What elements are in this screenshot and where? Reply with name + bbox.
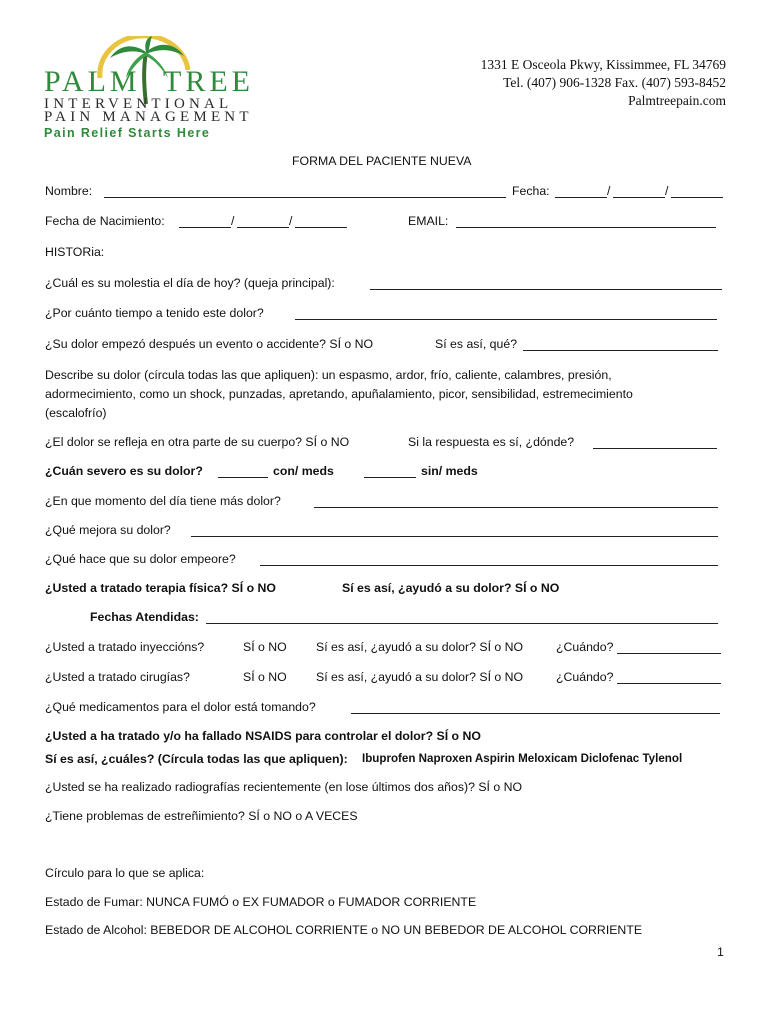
q5b-label: Si la respuesta es sí, ¿dónde?: [408, 435, 575, 449]
q11-label: ¿Usted a tratado inyeccións?: [45, 640, 205, 654]
q12b-label: Sí es así, ¿ayudó a su dolor? SÍ o NO: [316, 670, 524, 684]
logo-tagline: Pain Relief Starts Here: [44, 126, 211, 140]
circulo-label: Círculo para lo que se aplica:: [45, 866, 205, 880]
q15-label: Sí es así, ¿cuáles? (Círcula todas las que apliquen):: [45, 752, 348, 766]
q4-line1: Describe su dolor (círcula todas las que apliquen): un espasmo, ardor, frío, caliente, calambres, presión,: [45, 368, 612, 382]
fumar-status: Estado de Fumar: NUNCA FUMÓ o EX FUMADOR o FUMADOR CORRIENTE: [45, 895, 477, 909]
q1-field[interactable]: [370, 277, 722, 290]
q13-field[interactable]: [351, 701, 720, 714]
fecha-nacimiento-label: Fecha de Nacimiento:: [45, 214, 165, 228]
alcohol-status: Estado de Alcohol: BEBEDOR DE ALCOHOL CORRIENTE o NO UN BEBEDOR DE ALCOHOL CORRIENTE: [45, 923, 643, 937]
fecha-month-field[interactable]: [555, 185, 607, 198]
q3-label: ¿Su dolor empezó después un evento o accidente? SÍ o NO: [45, 337, 374, 351]
email-field[interactable]: [456, 215, 716, 228]
q11-sino: SÍ o NO: [243, 640, 287, 654]
q11-cuando-field[interactable]: [617, 641, 721, 654]
contact-address: 1331 E Osceola Pkwy, Kissimmee, FL 34769: [480, 57, 726, 72]
logo-pain-management: PAIN MANAGEMENT: [44, 109, 253, 125]
q11b-label: Sí es así, ¿ayudó a su dolor? SÍ o NO: [316, 640, 524, 654]
contact-phone: Tel. (407) 906-1328 Fax. (407) 593-8452: [503, 75, 726, 90]
q6b-label: con/ meds: [273, 464, 334, 478]
q10c-label: Fechas Atendidas:: [90, 610, 199, 624]
q9-label: ¿Qué hace que su dolor empeore?: [45, 552, 236, 566]
q12-label: ¿Usted a tratado cirugías?: [45, 670, 190, 684]
q8-field[interactable]: [191, 524, 718, 537]
q6-label: ¿Cuán severo es su dolor?: [45, 464, 203, 478]
fecha-year-field[interactable]: [671, 185, 723, 198]
fecha-label: Fecha:: [512, 184, 550, 198]
q5-field[interactable]: [593, 436, 717, 449]
q1-label: ¿Cuál es su molestia el día de hoy? (queja principal):: [45, 276, 335, 290]
q13-label: ¿Qué medicamentos para el dolor está tomando?: [45, 700, 316, 714]
q11c-label: ¿Cuándo?: [556, 640, 614, 654]
q10-label: ¿Usted a tratado terapia física? SÍ o NO: [45, 581, 276, 595]
q6-sin-field[interactable]: [364, 465, 416, 478]
q8-label: ¿Qué mejora su dolor?: [45, 523, 171, 537]
q6-con-field[interactable]: [218, 465, 268, 478]
q6c-label: sin/ meds: [421, 464, 478, 478]
nombre-field[interactable]: [104, 185, 506, 198]
page-number: 1: [717, 945, 724, 959]
logo-word-palm: PALM: [44, 65, 141, 98]
q7-field[interactable]: [314, 495, 718, 508]
q16-label: ¿Usted se ha realizado radiografías recientemente (en lose últimos dos años)? SÍ o NO: [45, 780, 523, 794]
nombre-label: Nombre:: [45, 184, 93, 198]
q10b-label: Sí es así, ¿ayudó a su dolor? SÍ o NO: [342, 581, 560, 595]
q15-meds: Ibuprofen Naproxen Aspirin Meloxicam Diclofenac Tylenol: [362, 752, 683, 765]
dob-month-field[interactable]: [179, 215, 231, 228]
logo-interventional: INTERVENTIONAL: [44, 96, 233, 112]
q12c-label: ¿Cuándo?: [556, 670, 614, 684]
q14-label: ¿Usted a ha tratado y/o ha fallado NSAIDS para controlar el dolor? SÍ o NO: [45, 729, 481, 743]
q12-sino: SÍ o NO: [243, 670, 287, 684]
q4-line3: (escalofrío): [45, 406, 107, 420]
q2-label: ¿Por cuánto tiempo a tenido este dolor?: [45, 306, 264, 320]
q12-cuando-field[interactable]: [617, 671, 721, 684]
dob-year-field[interactable]: [295, 215, 347, 228]
q17-label: ¿Tiene problemas de estreñimiento? SÍ o NO o A VECES: [45, 809, 358, 823]
fechas-atendidas-field[interactable]: [206, 611, 718, 624]
q9-field[interactable]: [260, 553, 718, 566]
email-label: EMAIL:: [408, 214, 449, 228]
q3b-label: Sí es así, qué?: [435, 337, 518, 351]
q4-line2: adormecimiento, como un shock, punzadas, apretando, apuñalamiento, picor, sensibilidad, estremecimiento: [45, 387, 633, 401]
dob-day-field[interactable]: [237, 215, 289, 228]
historia-label: HISTORia:: [45, 245, 105, 259]
q3-field[interactable]: [523, 338, 718, 351]
contact-website: Palmtreepain.com: [628, 93, 726, 108]
logo-word-tree: TREE: [163, 65, 254, 98]
form-title: FORMA DEL PACIENTE NUEVA: [292, 154, 472, 168]
q2-field[interactable]: [295, 307, 717, 320]
q5-label: ¿El dolor se refleja en otra parte de su cuerpo? SÍ o NO: [45, 435, 350, 449]
q7-label: ¿En que momento del día tiene más dolor?: [45, 494, 281, 508]
fecha-day-field[interactable]: [613, 185, 665, 198]
